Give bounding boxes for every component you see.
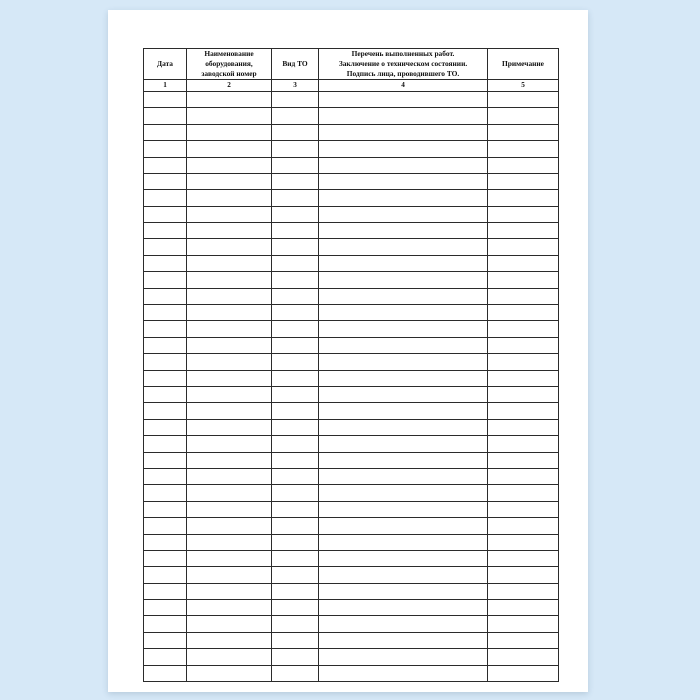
- table-cell-note[interactable]: [488, 223, 559, 239]
- table-cell-works[interactable]: [319, 567, 488, 583]
- table-row[interactable]: [144, 567, 559, 583]
- table-cell-date[interactable]: [144, 354, 187, 370]
- table-cell-equipment[interactable]: [187, 518, 272, 534]
- table-cell-note[interactable]: [488, 386, 559, 402]
- table-cell-equipment[interactable]: [187, 223, 272, 239]
- table-row[interactable]: [144, 386, 559, 402]
- table-cell-note[interactable]: [488, 255, 559, 271]
- table-row[interactable]: [144, 468, 559, 484]
- table-row[interactable]: [144, 288, 559, 304]
- table-cell-date[interactable]: [144, 534, 187, 550]
- table-cell-service_type[interactable]: [272, 206, 319, 222]
- table-cell-date[interactable]: [144, 583, 187, 599]
- table-cell-works[interactable]: [319, 354, 488, 370]
- table-cell-service_type[interactable]: [272, 91, 319, 107]
- column-header-equipment-line-2: оборудования,: [205, 58, 253, 68]
- table-cell-service_type[interactable]: [272, 321, 319, 337]
- table-row[interactable]: [144, 649, 559, 665]
- table-cell-equipment[interactable]: [187, 173, 272, 189]
- table-cell-note[interactable]: [488, 206, 559, 222]
- table-row[interactable]: [144, 452, 559, 468]
- table-cell-works[interactable]: [319, 272, 488, 288]
- table-cell-note[interactable]: [488, 321, 559, 337]
- document-page: [108, 10, 588, 692]
- column-header-date-line-1: Дата: [156, 58, 173, 68]
- table-cell-note[interactable]: [488, 649, 559, 665]
- table-cell-works[interactable]: [319, 190, 488, 206]
- table-cell-date[interactable]: [144, 173, 187, 189]
- table-cell-date[interactable]: [144, 452, 187, 468]
- table-cell-date[interactable]: [144, 91, 187, 107]
- table-cell-service_type[interactable]: [272, 354, 319, 370]
- table-row[interactable]: [144, 91, 559, 107]
- column-header-equipment-line-3: заводской номер: [201, 68, 257, 78]
- table-cell-date[interactable]: [144, 518, 187, 534]
- table-cell-equipment[interactable]: [187, 321, 272, 337]
- table-cell-works[interactable]: [319, 600, 488, 616]
- table-cell-date[interactable]: [144, 321, 187, 337]
- table-cell-date[interactable]: [144, 665, 187, 681]
- table-row[interactable]: [144, 124, 559, 140]
- table-row[interactable]: [144, 354, 559, 370]
- table-cell-note[interactable]: [488, 616, 559, 632]
- table-row[interactable]: [144, 485, 559, 501]
- table-cell-works[interactable]: [319, 632, 488, 648]
- table-cell-equipment[interactable]: [187, 468, 272, 484]
- table-cell-works[interactable]: [319, 485, 488, 501]
- table-row[interactable]: [144, 518, 559, 534]
- maintenance-log-table-wrapper: [143, 48, 553, 682]
- column-header-works-line-3: Подпись лица, проводившего ТО.: [346, 68, 460, 78]
- table-cell-date[interactable]: [144, 468, 187, 484]
- table-cell-equipment[interactable]: [187, 452, 272, 468]
- table-cell-works[interactable]: [319, 157, 488, 173]
- table-row[interactable]: [144, 157, 559, 173]
- table-cell-equipment[interactable]: [187, 288, 272, 304]
- table-cell-service_type[interactable]: [272, 305, 319, 321]
- table-cell-date[interactable]: [144, 550, 187, 566]
- table-row[interactable]: [144, 108, 559, 124]
- table-cell-service_type[interactable]: [272, 583, 319, 599]
- column-header-works-line-1: Перечень выполненных работ.: [351, 49, 455, 58]
- column-header-service-type-line-1: Вид ТО: [282, 58, 308, 68]
- table-cell-service_type[interactable]: [272, 600, 319, 616]
- table-cell-note[interactable]: [488, 403, 559, 419]
- table-cell-service_type[interactable]: [272, 468, 319, 484]
- table-cell-date[interactable]: [144, 632, 187, 648]
- table-row[interactable]: [144, 583, 559, 599]
- table-cell-date[interactable]: [144, 386, 187, 402]
- table-cell-note[interactable]: [488, 485, 559, 501]
- table-row[interactable]: [144, 173, 559, 189]
- table-cell-equipment[interactable]: [187, 632, 272, 648]
- table-cell-works[interactable]: [319, 305, 488, 321]
- table-cell-service_type[interactable]: [272, 567, 319, 583]
- table-cell-note[interactable]: [488, 534, 559, 550]
- table-cell-service_type[interactable]: [272, 288, 319, 304]
- table-cell-date[interactable]: [144, 141, 187, 157]
- table-cell-works[interactable]: [319, 337, 488, 353]
- column-header-date: [144, 49, 187, 80]
- table-cell-equipment[interactable]: [187, 485, 272, 501]
- table-cell-equipment[interactable]: [187, 419, 272, 435]
- table-cell-note[interactable]: [488, 550, 559, 566]
- table-cell-equipment[interactable]: [187, 91, 272, 107]
- table-cell-service_type[interactable]: [272, 223, 319, 239]
- table-cell-works[interactable]: [319, 223, 488, 239]
- table-cell-date[interactable]: [144, 370, 187, 386]
- column-header-works-line-2: Заключение о техническом состоянии.: [338, 58, 468, 68]
- table-cell-service_type[interactable]: [272, 403, 319, 419]
- table-cell-note[interactable]: [488, 141, 559, 157]
- column-header-service-type: [272, 49, 319, 80]
- table-cell-service_type[interactable]: [272, 649, 319, 665]
- table-cell-works[interactable]: [319, 91, 488, 107]
- table-cell-works[interactable]: [319, 403, 488, 419]
- table-cell-equipment[interactable]: [187, 501, 272, 517]
- table-cell-service_type[interactable]: [272, 255, 319, 271]
- table-cell-date[interactable]: [144, 600, 187, 616]
- table-cell-works[interactable]: [319, 239, 488, 255]
- table-cell-service_type[interactable]: [272, 436, 319, 452]
- table-cell-service_type[interactable]: [272, 632, 319, 648]
- table-row[interactable]: [144, 239, 559, 255]
- column-header-equipment-line-1: Наименование: [204, 49, 254, 58]
- table-cell-equipment[interactable]: [187, 337, 272, 353]
- table-row[interactable]: [144, 272, 559, 288]
- table-cell-service_type[interactable]: [272, 534, 319, 550]
- table-cell-works[interactable]: [319, 141, 488, 157]
- table-cell-equipment[interactable]: [187, 600, 272, 616]
- table-row[interactable]: [144, 600, 559, 616]
- table-header: [144, 49, 559, 92]
- table-cell-note[interactable]: [488, 239, 559, 255]
- table-row[interactable]: [144, 305, 559, 321]
- column-header-note: [488, 49, 559, 80]
- table-cell-date[interactable]: [144, 239, 187, 255]
- table-cell-note[interactable]: [488, 157, 559, 173]
- table-row[interactable]: [144, 141, 559, 157]
- table-cell-equipment[interactable]: [187, 583, 272, 599]
- table-cell-equipment[interactable]: [187, 206, 272, 222]
- table-cell-note[interactable]: [488, 436, 559, 452]
- table-cell-equipment[interactable]: [187, 665, 272, 681]
- table-row[interactable]: [144, 337, 559, 353]
- column-number-3: 3: [272, 79, 319, 91]
- table-row[interactable]: [144, 501, 559, 517]
- table-cell-note[interactable]: [488, 583, 559, 599]
- table-row[interactable]: [144, 223, 559, 239]
- table-cell-service_type[interactable]: [272, 239, 319, 255]
- table-body: [144, 91, 559, 681]
- table-cell-equipment[interactable]: [187, 141, 272, 157]
- table-cell-works[interactable]: [319, 173, 488, 189]
- table-cell-note[interactable]: [488, 567, 559, 583]
- table-cell-works[interactable]: [319, 550, 488, 566]
- table-cell-works[interactable]: [319, 370, 488, 386]
- table-cell-works[interactable]: [319, 206, 488, 222]
- table-cell-date[interactable]: [144, 649, 187, 665]
- table-cell-note[interactable]: [488, 665, 559, 681]
- column-header-works: [319, 49, 488, 80]
- table-cell-service_type[interactable]: [272, 550, 319, 566]
- table-row[interactable]: [144, 370, 559, 386]
- table-cell-note[interactable]: [488, 272, 559, 288]
- table-cell-equipment[interactable]: [187, 649, 272, 665]
- table-cell-date[interactable]: [144, 206, 187, 222]
- table-row[interactable]: [144, 632, 559, 648]
- table-cell-date[interactable]: [144, 305, 187, 321]
- table-cell-equipment[interactable]: [187, 354, 272, 370]
- table-cell-equipment[interactable]: [187, 386, 272, 402]
- table-cell-service_type[interactable]: [272, 485, 319, 501]
- table-cell-service_type[interactable]: [272, 190, 319, 206]
- table-cell-date[interactable]: [144, 419, 187, 435]
- table-cell-note[interactable]: [488, 337, 559, 353]
- table-cell-service_type[interactable]: [272, 452, 319, 468]
- table-cell-equipment[interactable]: [187, 567, 272, 583]
- table-cell-equipment[interactable]: [187, 534, 272, 550]
- column-number-2: 2: [187, 79, 272, 91]
- table-row[interactable]: [144, 190, 559, 206]
- table-cell-note[interactable]: [488, 305, 559, 321]
- table-cell-service_type[interactable]: [272, 370, 319, 386]
- table-cell-equipment[interactable]: [187, 550, 272, 566]
- table-cell-date[interactable]: [144, 157, 187, 173]
- table-cell-works[interactable]: [319, 534, 488, 550]
- table-cell-service_type[interactable]: [272, 157, 319, 173]
- table-cell-equipment[interactable]: [187, 403, 272, 419]
- table-cell-service_type[interactable]: [272, 665, 319, 681]
- table-cell-note[interactable]: [488, 124, 559, 140]
- table-cell-note[interactable]: [488, 419, 559, 435]
- column-header-note-line-1: Примечание: [502, 58, 544, 68]
- column-number-row: [144, 79, 559, 91]
- table-cell-date[interactable]: [144, 436, 187, 452]
- table-row[interactable]: [144, 616, 559, 632]
- table-cell-equipment[interactable]: [187, 255, 272, 271]
- table-cell-service_type[interactable]: [272, 108, 319, 124]
- table-cell-note[interactable]: [488, 600, 559, 616]
- table-row[interactable]: [144, 550, 559, 566]
- table-row[interactable]: [144, 534, 559, 550]
- table-cell-service_type[interactable]: [272, 272, 319, 288]
- table-cell-date[interactable]: [144, 616, 187, 632]
- table-cell-service_type[interactable]: [272, 337, 319, 353]
- column-number-4: 4: [319, 79, 488, 91]
- table-cell-service_type[interactable]: [272, 141, 319, 157]
- table-cell-works[interactable]: [319, 665, 488, 681]
- table-cell-equipment[interactable]: [187, 124, 272, 140]
- column-number-1: 1: [144, 79, 187, 91]
- header-row: [144, 49, 559, 80]
- table-cell-date[interactable]: [144, 567, 187, 583]
- table-cell-works[interactable]: [319, 419, 488, 435]
- table-cell-equipment[interactable]: [187, 305, 272, 321]
- table-cell-works[interactable]: [319, 288, 488, 304]
- table-cell-service_type[interactable]: [272, 386, 319, 402]
- table-cell-works[interactable]: [319, 468, 488, 484]
- table-cell-note[interactable]: [488, 190, 559, 206]
- table-cell-works[interactable]: [319, 452, 488, 468]
- table-cell-date[interactable]: [144, 337, 187, 353]
- table-cell-works[interactable]: [319, 501, 488, 517]
- table-cell-note[interactable]: [488, 288, 559, 304]
- table-cell-note[interactable]: [488, 354, 559, 370]
- table-cell-date[interactable]: [144, 255, 187, 271]
- table-cell-note[interactable]: [488, 108, 559, 124]
- table-cell-note[interactable]: [488, 91, 559, 107]
- table-cell-note[interactable]: [488, 468, 559, 484]
- column-number-5: 5: [488, 79, 559, 91]
- table-cell-works[interactable]: [319, 436, 488, 452]
- table-cell-note[interactable]: [488, 370, 559, 386]
- table-cell-equipment[interactable]: [187, 157, 272, 173]
- table-cell-service_type[interactable]: [272, 124, 319, 140]
- table-cell-note[interactable]: [488, 452, 559, 468]
- table-cell-works[interactable]: [319, 518, 488, 534]
- table-cell-date[interactable]: [144, 501, 187, 517]
- column-header-equipment: [187, 49, 272, 80]
- table-cell-date[interactable]: [144, 108, 187, 124]
- table-cell-date[interactable]: [144, 403, 187, 419]
- table-row[interactable]: [144, 436, 559, 452]
- table-cell-date[interactable]: [144, 124, 187, 140]
- table-cell-equipment[interactable]: [187, 239, 272, 255]
- table-cell-service_type[interactable]: [272, 419, 319, 435]
- table-cell-date[interactable]: [144, 223, 187, 239]
- table-row[interactable]: [144, 403, 559, 419]
- maintenance-log-table: [143, 48, 559, 682]
- table-row[interactable]: [144, 665, 559, 681]
- table-cell-service_type[interactable]: [272, 173, 319, 189]
- table-row[interactable]: [144, 255, 559, 271]
- table-cell-service_type[interactable]: [272, 518, 319, 534]
- table-cell-equipment[interactable]: [187, 108, 272, 124]
- table-cell-date[interactable]: [144, 288, 187, 304]
- table-cell-date[interactable]: [144, 272, 187, 288]
- table-cell-equipment[interactable]: [187, 272, 272, 288]
- table-cell-equipment[interactable]: [187, 436, 272, 452]
- table-cell-works[interactable]: [319, 124, 488, 140]
- table-cell-note[interactable]: [488, 173, 559, 189]
- table-cell-service_type[interactable]: [272, 616, 319, 632]
- table-cell-works[interactable]: [319, 386, 488, 402]
- table-cell-date[interactable]: [144, 190, 187, 206]
- table-row[interactable]: [144, 321, 559, 337]
- table-cell-note[interactable]: [488, 501, 559, 517]
- table-cell-works[interactable]: [319, 616, 488, 632]
- table-row[interactable]: [144, 206, 559, 222]
- table-cell-equipment[interactable]: [187, 190, 272, 206]
- table-cell-note[interactable]: [488, 632, 559, 648]
- table-cell-equipment[interactable]: [187, 616, 272, 632]
- table-cell-service_type[interactable]: [272, 501, 319, 517]
- table-cell-works[interactable]: [319, 108, 488, 124]
- table-cell-note[interactable]: [488, 518, 559, 534]
- table-cell-works[interactable]: [319, 649, 488, 665]
- table-cell-works[interactable]: [319, 583, 488, 599]
- table-cell-date[interactable]: [144, 485, 187, 501]
- table-cell-works[interactable]: [319, 255, 488, 271]
- table-row[interactable]: [144, 419, 559, 435]
- table-cell-equipment[interactable]: [187, 370, 272, 386]
- table-cell-works[interactable]: [319, 321, 488, 337]
